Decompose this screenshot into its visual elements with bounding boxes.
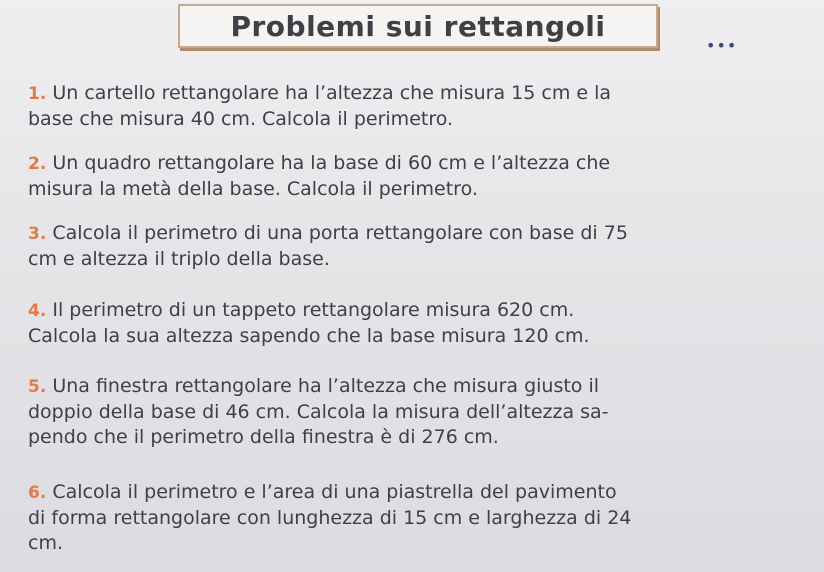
problem-2 <box>28 151 808 202</box>
problem-text: Il perimetro di un tappeto rettangolare misura 620 cm. Calcola la sua altezza sapendo che la base misura 120 cm. <box>28 299 590 347</box>
problem-number: 1. <box>28 84 47 104</box>
problem-number: 6. <box>28 483 47 503</box>
problem-number: 4. <box>28 301 47 321</box>
problem-1 <box>28 81 808 132</box>
problem-number: 3. <box>28 224 47 244</box>
title-box <box>178 4 658 48</box>
problem-text: Una finestra rettangolare ha l’altezza che misura giusto il doppio della base di 46 cm. Calcola la misura dell’altezza sa- pendo che il perimetro della finestra è di 276 cm. <box>28 375 609 448</box>
problem-text: Un quadro rettangolare ha la base di 60 cm e l’altezza che misura la metà della base. Calcola il perimetro. <box>28 152 611 200</box>
problem-6 <box>28 480 808 556</box>
page-title: Problemi sui rettangoli <box>230 9 606 43</box>
problem-text: Calcola il perimetro e l’area di una piastrella del pavimento di forma rettangolare con lunghezza di 15 cm e larghezza di 24 cm. <box>28 481 632 554</box>
ellipsis-dots: ••• <box>706 36 738 55</box>
problem-number: 2. <box>28 154 47 174</box>
problem-5 <box>28 374 808 450</box>
problem-3 <box>28 221 808 272</box>
problem-4 <box>28 298 808 349</box>
problem-text: Un cartello rettangolare ha l’altezza che misura 15 cm e la base che misura 40 cm. Calcola il perimetro. <box>28 82 612 130</box>
problem-text: Calcola il perimetro di una porta rettangolare con base di 75 cm e altezza il triplo della base. <box>28 222 628 270</box>
problem-number: 5. <box>28 377 47 397</box>
